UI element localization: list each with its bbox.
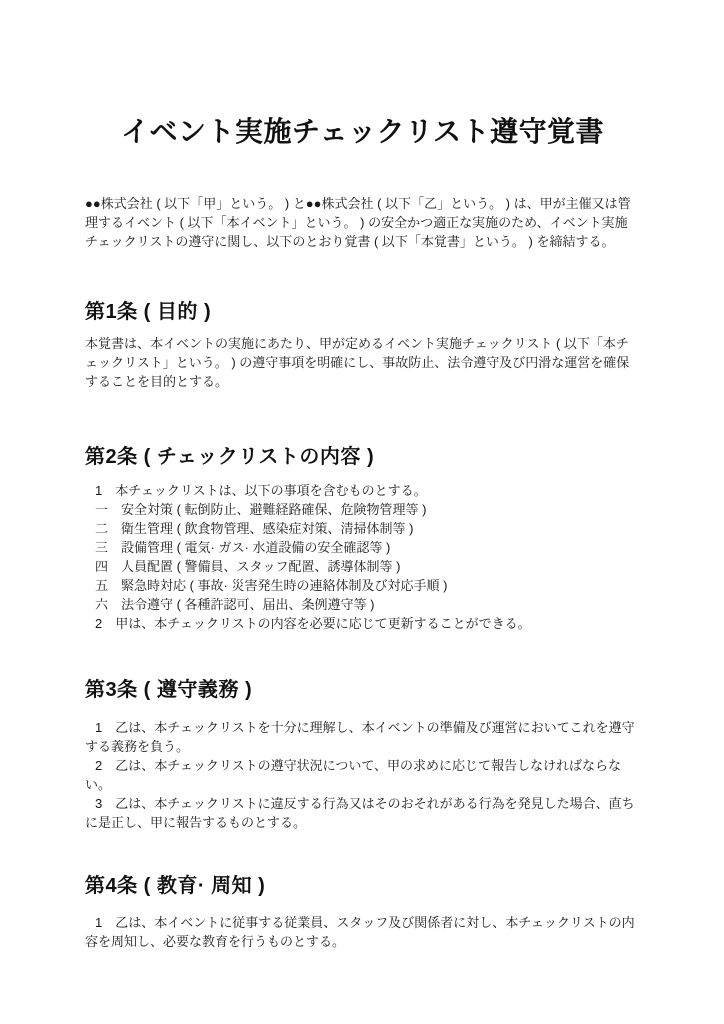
checklist-item-1: 1 本チェックリストは、以下の事項を含むものとする。 — [95, 483, 427, 498]
article-1-paragraph-1: 本覚書は、本イベントの実施にあたり、甲が定めるイベント実施チェックリスト ( 以下「本チェックリスト」という。 ) の遵守事項を明確にし、事故防止、法令遵守及び円滑な運営を確保することを目的とする。 — [85, 336, 630, 389]
checklist-item-5: 四 人員配置 ( 警備員、スタッフ配置、誘導体制等 ) — [95, 559, 401, 574]
article-1 — [85, 251, 640, 391]
document-title: イベント実施チェックリスト遵守覚書 — [120, 116, 605, 147]
article-2-heading: 第2条 ( チェックリストの内容 ) — [85, 446, 375, 468]
checklist-item-7: 六 法令遵守 ( 各種許認可、届出、条例遵守等 ) — [95, 597, 375, 612]
checklist-item-6: 五 緊急時対応 ( 事故· 災害発生時の連絡体制及び対応手順 ) — [95, 578, 448, 593]
preamble-paragraph: ●●株式会社 ( 以下「甲」という。 ) と●●株式会社 ( 以下「乙」という。 ) は、甲が主催又は管理するイベント ( 以下「本イベント」という。 ) の安全かつ適正な実施のため、イベント実施チェックリストの遵守に関し、以下のとおり覚書 ( 以下「本覚書」という。 ) を締結する。 — [85, 196, 631, 249]
article-3-paragraph-1: 1 乙は、本チェックリストを十分に理解し、本イベントの準備及び運営においてこれを遵守する義務を負う。 — [85, 720, 635, 754]
article-4 — [85, 832, 640, 951]
article-3-paragraph-3: 3 乙は、本チェックリストに違反する行為又はそのおそれがある行為を発見した場合、直ちに是正し、甲に報告するものとする。 — [85, 796, 635, 830]
article-1-heading: 第1条 ( 目的 ) — [85, 301, 212, 323]
article-4-heading: 第4条 ( 教育· 周知 ) — [85, 875, 266, 897]
article-2 — [85, 391, 640, 633]
checklist-item-4: 三 設備管理 ( 電気· ガス· 水道設備の安全確認等 ) — [95, 540, 391, 555]
article-2-paragraph-2: 2 甲は、本チェックリストの内容を必要に応じて更新することができる。 — [95, 616, 531, 631]
article-4-paragraph-1: 1 乙は、本イベントに従事する従業員、スタッフ及び関係者に対し、本チェックリストの内容を周知し、必要な教育を行うものとする。 — [85, 915, 635, 949]
article-2-checklist — [85, 481, 640, 614]
checklist-item-2: 一 安全対策 ( 転倒防止、避難経路確保、危険物管理等 ) — [95, 502, 427, 517]
article-3-paragraph-2: 2 乙は、本チェックリストの遵守状況について、甲の求めに応じて報告しなければならない。 — [85, 758, 622, 792]
article-3 — [85, 633, 640, 832]
checklist-item-3: 二 衛生管理 ( 飲食物管理、感染症対策、清掃体制等 ) — [95, 521, 414, 536]
article-3-heading: 第3条 ( 遵守義務 ) — [85, 679, 253, 701]
